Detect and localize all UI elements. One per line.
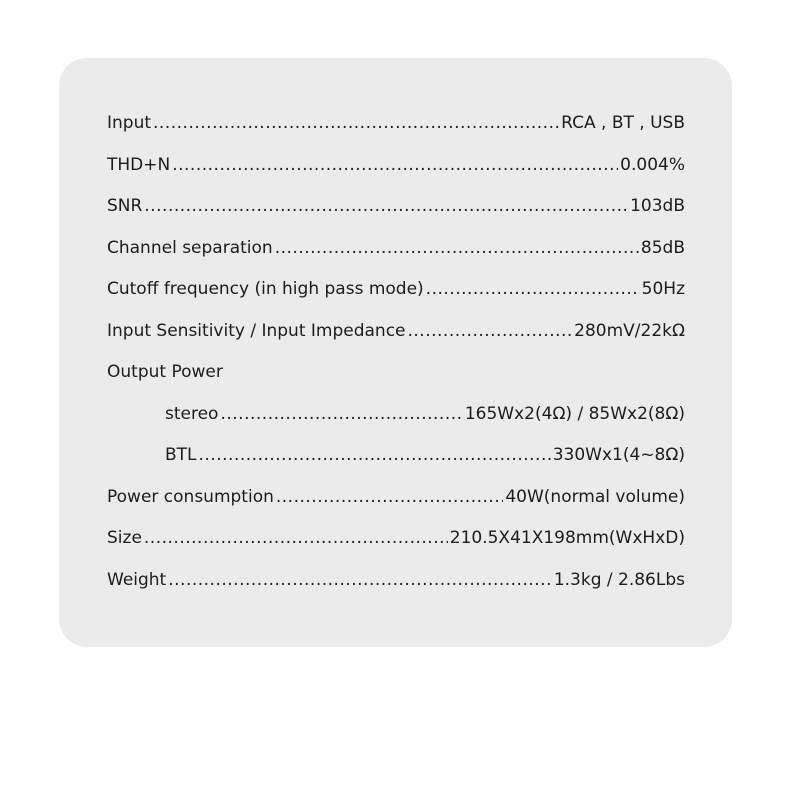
spec-list	[107, 103, 685, 601]
spec-label: THD+N	[107, 154, 171, 175]
spec-row-size	[107, 518, 685, 560]
dot-leader	[144, 518, 448, 560]
dot-leader	[144, 186, 628, 228]
spec-label: Weight	[107, 569, 167, 590]
spec-row-weight	[107, 560, 685, 602]
spec-row-power-consumption	[107, 477, 685, 519]
spec-value: 0.004%	[620, 154, 685, 175]
spec-value: 50Hz	[641, 279, 685, 299]
spec-row-btl	[107, 435, 685, 477]
dot-leader	[275, 228, 639, 270]
spec-value: 85dB	[640, 237, 685, 258]
dot-leader	[153, 103, 559, 145]
dot-leader	[168, 560, 552, 602]
spec-value: 165Wx2(4Ω) / 85Wx2(8Ω)	[464, 403, 685, 424]
spec-label: Cutoff frequency (in high pass mode)	[107, 279, 424, 299]
spec-label: Input Sensitivity / Input Impedance	[107, 320, 406, 341]
spec-row-input	[107, 103, 685, 145]
spec-row-snr	[107, 186, 685, 228]
dot-leader	[426, 269, 640, 311]
spec-value: RCA , BT , USB	[561, 113, 685, 133]
spec-row-output-power-heading	[107, 352, 685, 394]
spec-value: 40W(normal volume)	[505, 486, 685, 507]
spec-row-stereo	[107, 394, 685, 436]
spec-value: 330Wx1(4~8Ω)	[552, 445, 685, 465]
spec-value: 103dB	[630, 196, 685, 216]
spec-value: 1.3kg / 2.86Lbs	[553, 569, 685, 590]
dot-leader	[199, 435, 551, 477]
spec-label: SNR	[107, 196, 143, 216]
spec-value: 210.5X41X198mm(WxHxD)	[449, 528, 685, 548]
spec-label: Size	[107, 528, 142, 548]
spec-label: BTL	[165, 445, 197, 465]
dot-leader	[276, 477, 503, 519]
spec-label: Power consumption	[107, 486, 274, 507]
spec-row-channel-separation	[107, 228, 685, 270]
spec-label: Channel separation	[107, 237, 273, 258]
spec-heading: Output Power	[107, 362, 223, 382]
spec-row-cutoff-frequency	[107, 269, 685, 311]
dot-leader	[172, 145, 618, 187]
spec-label: Input	[107, 113, 152, 133]
dot-leader	[408, 311, 573, 353]
spec-row-input-sensitivity	[107, 311, 685, 353]
spec-row-thd-n	[107, 145, 685, 187]
dot-leader	[220, 394, 462, 436]
spec-value: 280mV/22kΩ	[574, 320, 685, 341]
spec-label: stereo	[165, 403, 219, 424]
